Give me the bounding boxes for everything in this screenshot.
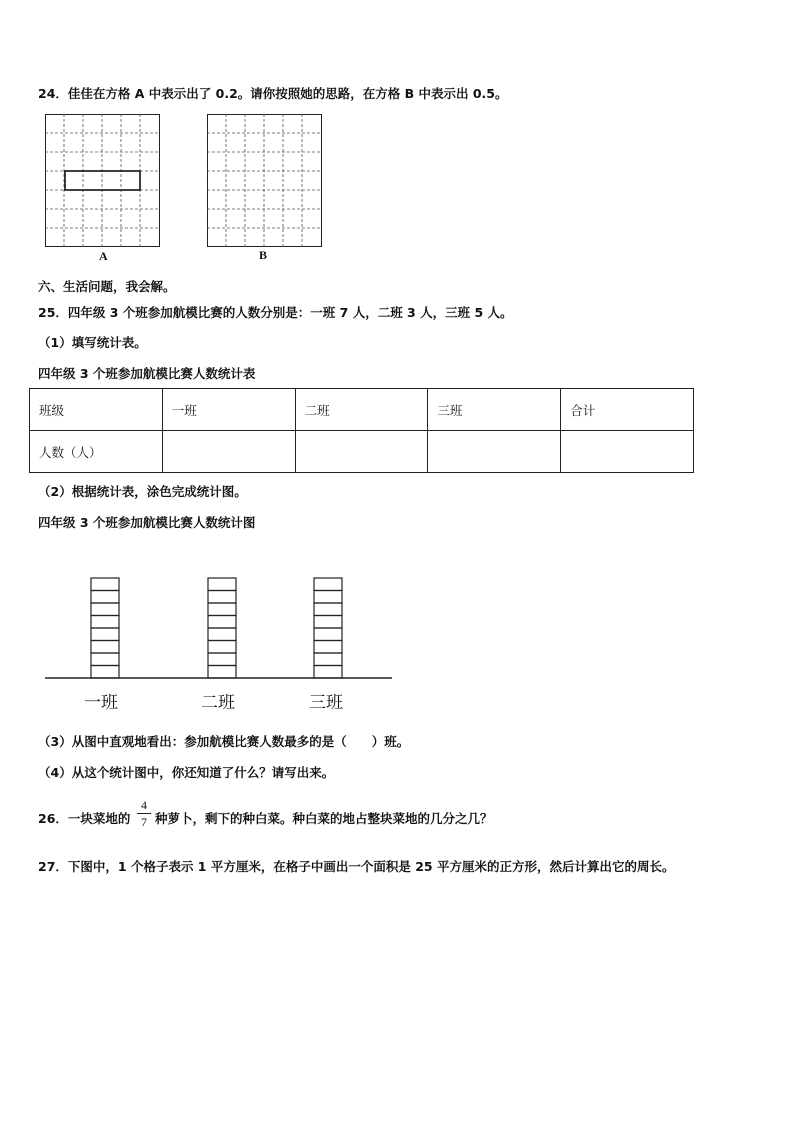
table-row (30, 431, 694, 473)
table-answer-cell[interactable] (162, 431, 295, 473)
bar-cell[interactable] (314, 616, 342, 629)
fraction-denominator: 7 (141, 815, 147, 829)
bar-cell[interactable] (91, 603, 119, 616)
table-header-cell: 三班 (428, 389, 561, 431)
bar-cell[interactable] (91, 641, 119, 654)
bar-cell[interactable] (208, 666, 236, 679)
bar-cell[interactable] (314, 641, 342, 654)
bar-column[interactable] (91, 578, 119, 678)
bar-cell[interactable] (91, 653, 119, 666)
bar-cell[interactable] (91, 666, 119, 679)
bar-cell[interactable] (91, 628, 119, 641)
bar-cell[interactable] (314, 603, 342, 616)
bar-cell[interactable] (91, 616, 119, 629)
q26-text-after: 种萝卜，剩下的种白菜。种白菜的地占整块菜地的几分之几？ (155, 811, 493, 826)
bar-cell[interactable] (314, 653, 342, 666)
chart-title: 四年级 3 个班参加航模比赛人数统计图 (38, 515, 256, 530)
bar-cell[interactable] (208, 591, 236, 604)
q25-sub3: （3）从图中直观地看出：参加航模比赛人数最多的是（ ）班。 (38, 734, 410, 749)
grid-b-label: B (259, 248, 268, 262)
q25-sub2: （2）根据统计表，涂色完成统计图。 (38, 484, 247, 499)
q25-sub1: （1）填写统计表。 (38, 335, 147, 350)
grid-a (45, 114, 161, 248)
bar-cell[interactable] (91, 578, 119, 591)
statistics-table (29, 388, 694, 473)
q24-text: 24．佳佳在方格 A 中表示出了 0.2。请你按照她的思路，在方格 B 中表示出 0.5。 (38, 86, 508, 101)
category-label: 二班 (201, 693, 235, 712)
table-header-row (30, 389, 694, 431)
shaded-0.2-rectangle (65, 171, 140, 190)
bar-cell[interactable] (208, 616, 236, 629)
table-answer-cell[interactable] (295, 431, 428, 473)
fraction-numerator: 4 (141, 798, 147, 812)
q25-text: 25．四年级 3 个班参加航模比赛的人数分别是：一班 7 人，二班 3 人，三班 5 人。 (38, 305, 513, 320)
table-header-cell: 一班 (162, 389, 295, 431)
q25-sub4: （4）从这个统计图中，你还知道了什么？请写出来。 (38, 765, 335, 780)
table-row-label: 人数（人） (30, 431, 163, 473)
table-title: 四年级 3 个班参加航模比赛人数统计表 (38, 366, 256, 381)
bar-cell[interactable] (208, 641, 236, 654)
category-label: 一班 (84, 693, 118, 712)
bar-cell[interactable] (208, 603, 236, 616)
table-answer-cell[interactable] (561, 431, 694, 473)
bar-cell[interactable] (91, 591, 119, 604)
table-header-cell: 二班 (295, 389, 428, 431)
q27-text: 27．下图中，1 个格子表示 1 平方厘米，在格子中画出一个面积是 25 平方厘米的正方形，然后计算出它的周长。 (38, 859, 675, 874)
fraction (137, 798, 151, 829)
category-label: 三班 (309, 693, 343, 712)
bar-cell[interactable] (314, 591, 342, 604)
bar-column[interactable] (208, 578, 236, 678)
table-header-cell: 合计 (561, 389, 694, 431)
section-title: 六、生活问题，我会解。 (38, 279, 176, 294)
bar-cell[interactable] (314, 578, 342, 591)
bar-chart (40, 548, 400, 683)
table-answer-cell[interactable] (428, 431, 561, 473)
bar-cell[interactable] (208, 578, 236, 591)
table-header-cell: 班级 (30, 389, 163, 431)
bar-cell[interactable] (314, 666, 342, 679)
q26-text-before: 26．一块菜地的 (38, 811, 131, 826)
bar-cell[interactable] (208, 628, 236, 641)
grid-a-label: A (99, 249, 108, 263)
grid-b (207, 114, 323, 248)
bar-cell[interactable] (314, 628, 342, 641)
bar-column[interactable] (314, 578, 342, 678)
bar-cell[interactable] (208, 653, 236, 666)
